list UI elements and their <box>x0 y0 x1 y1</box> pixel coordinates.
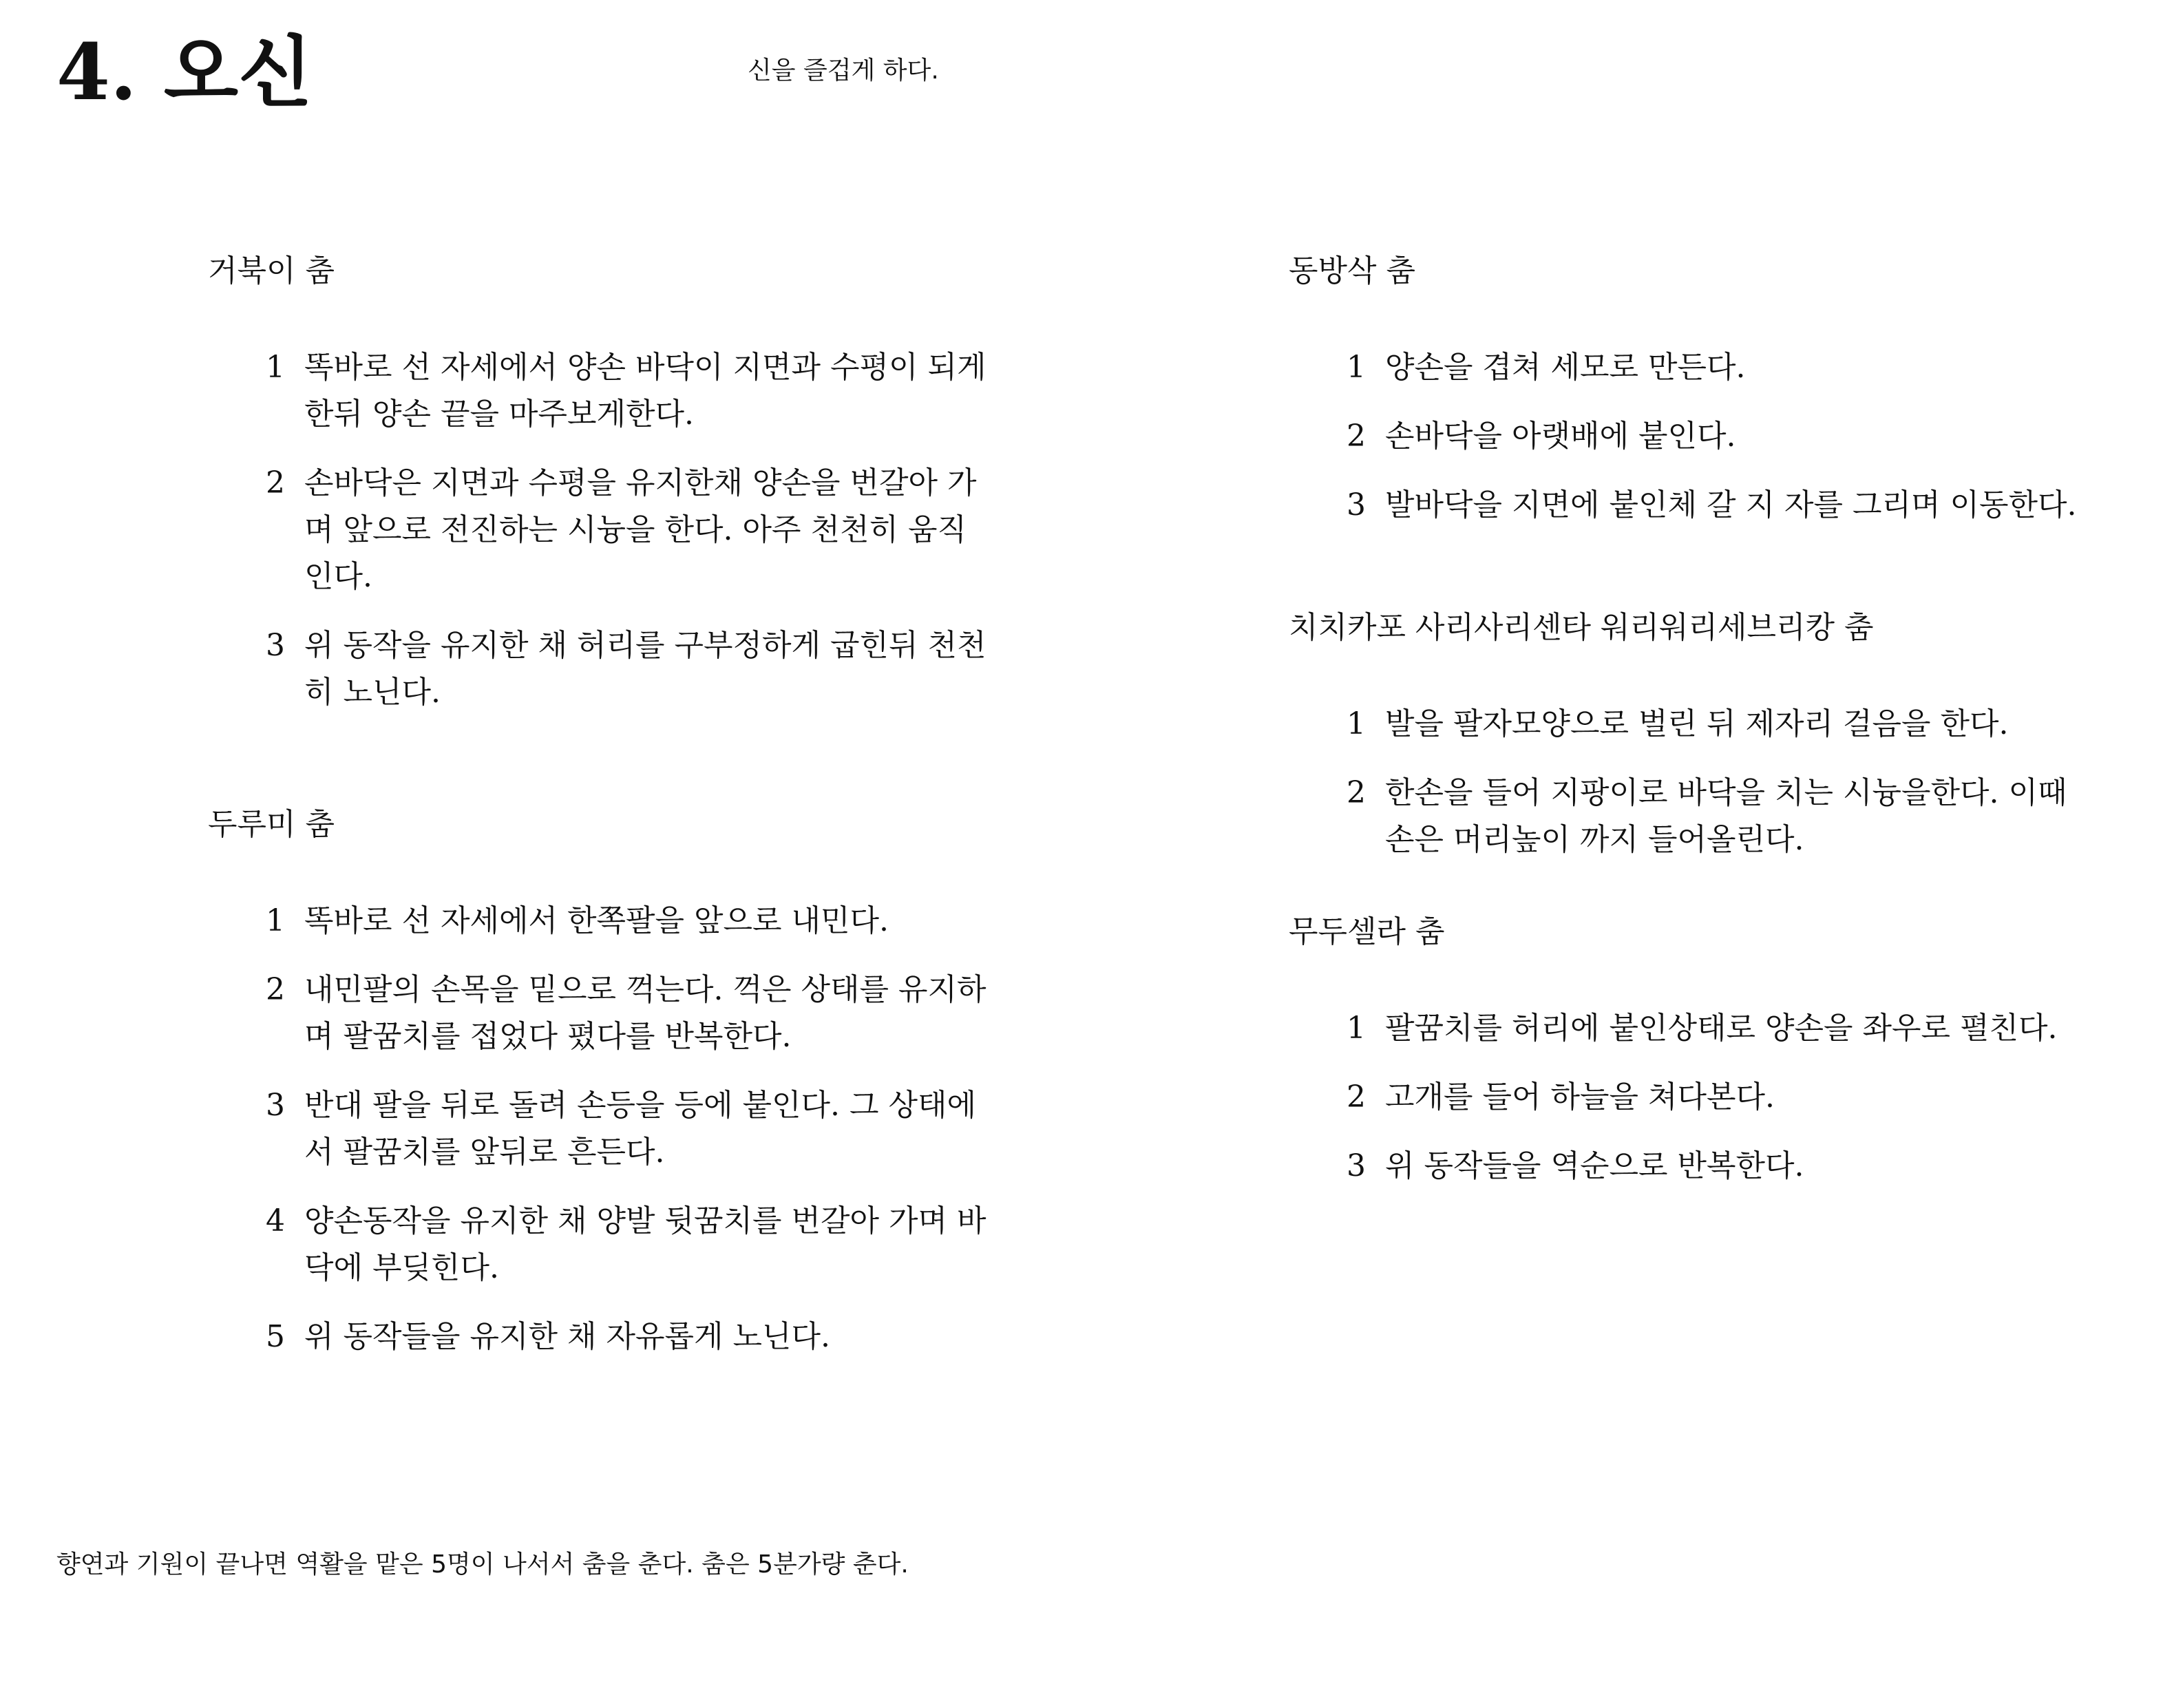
step-text: 위 동작들을 역순으로 반복한다. <box>1385 1148 1804 1183</box>
step-number: 4 <box>266 1203 285 1238</box>
step-number: 3 <box>1347 1148 1366 1183</box>
dance-section-turtle <box>208 249 993 716</box>
dance-section-dongbangsak <box>1289 249 2101 529</box>
step-text: 위 동작들을 유지한 채 자유롭게 노닌다. <box>304 1319 830 1354</box>
step-text: 발을 팔자모양으로 벌린 뒤 제자리 걸음을 한다. <box>1385 706 2009 741</box>
step-text: 똑바로 선 자세에서 양손 바닥이 지면과 수평이 되게 한뒤 양손 끝을 마주보게한다. <box>304 350 986 432</box>
step-number: 5 <box>266 1319 285 1354</box>
step-item <box>1347 770 2101 863</box>
step-item <box>266 622 993 716</box>
step-list <box>208 898 993 1360</box>
step-number: 2 <box>266 972 285 1007</box>
step-item <box>1347 344 2101 391</box>
dance-section-chichikapo <box>1289 606 2101 863</box>
step-number: 2 <box>266 465 285 500</box>
left-column <box>208 249 993 1382</box>
step-number: 1 <box>1347 350 1366 385</box>
step-list <box>208 344 993 716</box>
dance-title: 두루미 춤 <box>208 807 335 842</box>
page-title: 4. 오신 <box>56 28 313 118</box>
page-subtitle: 신을 즐겁게 하다. <box>748 56 939 85</box>
step-item <box>266 460 993 600</box>
step-item <box>1347 701 2101 748</box>
step-item <box>1347 1005 2101 1052</box>
step-text: 손바닥을 아랫배에 붙인다. <box>1385 419 1736 454</box>
step-item <box>1347 482 2101 529</box>
step-text: 위 동작을 유지한 채 허리를 구부정하게 굽힌뒤 천천히 노닌다. <box>304 628 986 710</box>
step-text: 발바닥을 지면에 붙인체 갈 지 자를 그리며 이동한다. <box>1385 487 2077 523</box>
step-number: 2 <box>1347 775 1366 810</box>
step-number: 1 <box>266 903 285 938</box>
step-item <box>1347 1143 2101 1190</box>
step-item <box>1347 1074 2101 1121</box>
step-text: 팔꿈치를 허리에 붙인상태로 양손을 좌우로 펼친다. <box>1385 1011 2058 1046</box>
step-text: 똑바로 선 자세에서 한쪽팔을 앞으로 내민다. <box>304 903 889 938</box>
step-text: 손바닥은 지면과 수평을 유지한채 양손을 번갈아 가며 앞으로 전진하는 시늉을 한다. 아주 천천히 움직인다. <box>304 465 977 594</box>
step-item <box>266 344 993 438</box>
dance-section-crane <box>208 803 993 1360</box>
footer-note: 향연과 기원이 끝나면 역활을 맡은 5명이 나서서 춤을 춘다. 춤은 5분가량 춘다. <box>56 1550 909 1579</box>
right-column <box>1289 249 2101 1212</box>
step-number: 1 <box>1347 706 1366 741</box>
step-number: 1 <box>266 350 285 385</box>
step-text: 고개를 들어 하늘을 쳐다본다. <box>1385 1079 1775 1115</box>
step-list <box>1289 344 2101 529</box>
step-number: 3 <box>266 1088 285 1123</box>
step-text: 양손동작을 유지한 채 양발 뒷꿈치를 번갈아 가며 바닥에 부딪힌다. <box>304 1203 986 1285</box>
step-item <box>266 1082 993 1176</box>
step-number: 2 <box>1347 1079 1366 1115</box>
dance-title: 동방삭 춤 <box>1289 253 1416 288</box>
step-list <box>1289 701 2101 863</box>
step-text: 내민팔의 손목을 밑으로 꺽는다. 꺽은 상태를 유지하며 팔꿈치를 접었다 폈다를 반복한다. <box>304 972 986 1054</box>
step-item <box>266 1198 993 1291</box>
step-number: 3 <box>1347 487 1366 523</box>
step-text: 반대 팔을 뒤로 돌려 손등을 등에 붙인다. 그 상태에서 팔꿈치를 앞뒤로 흔든다. <box>304 1088 976 1170</box>
step-text: 한손을 들어 지팡이로 바닥을 치는 시늉을한다. 이때 손은 머리높이 까지 들어올린다. <box>1385 775 2067 857</box>
step-number: 2 <box>1347 419 1366 454</box>
dance-title: 거북이 춤 <box>208 253 335 288</box>
step-item <box>1347 413 2101 460</box>
step-text: 양손을 겹쳐 세모로 만든다. <box>1385 350 1746 385</box>
step-list <box>1289 1005 2101 1190</box>
step-item <box>266 967 993 1060</box>
dance-section-methuselah <box>1289 910 2101 1190</box>
step-number: 1 <box>1347 1011 1366 1046</box>
step-item <box>266 1314 993 1360</box>
step-item <box>266 898 993 945</box>
step-number: 3 <box>266 628 285 663</box>
dance-title: 무두셀라 춤 <box>1289 914 1445 949</box>
dance-title: 치치카포 사리사리센타 워리워리세브리캉 춤 <box>1289 610 1874 645</box>
